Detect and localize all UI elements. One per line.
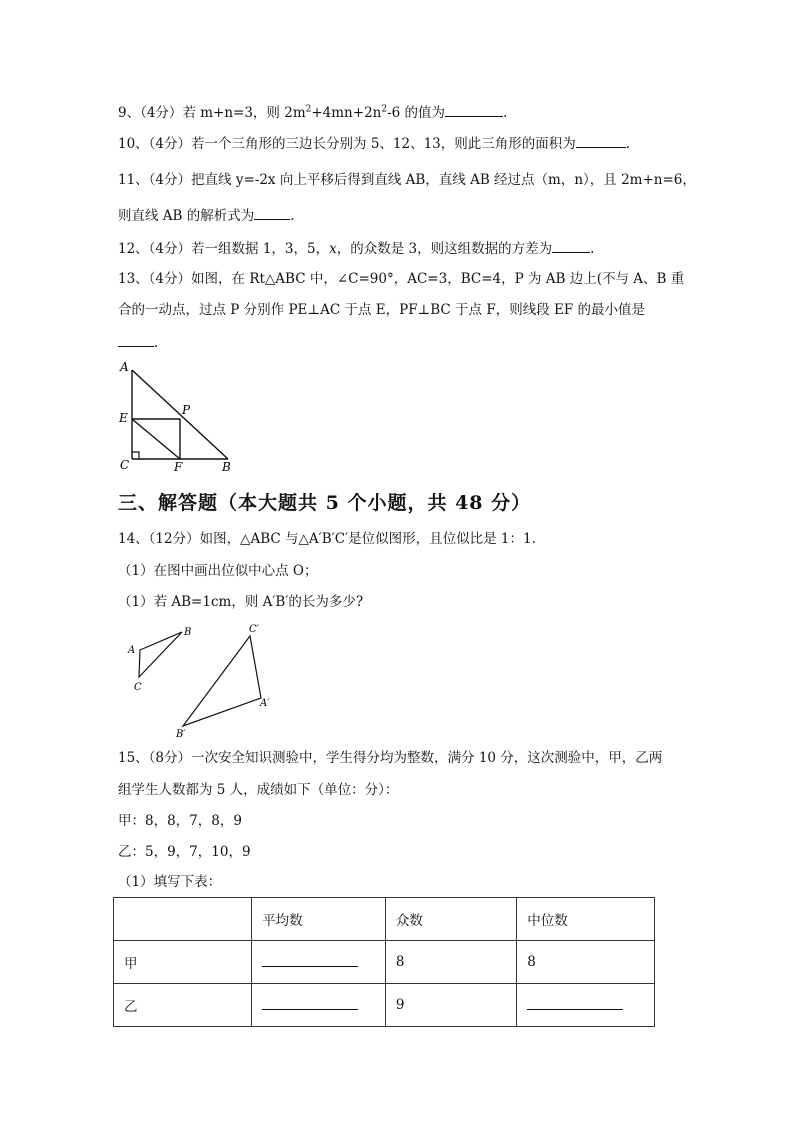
scores-yi: [118, 843, 251, 861]
row-label: 甲: [114, 941, 252, 984]
question-number: 12、（4分）: [118, 241, 192, 257]
table-cell: [252, 941, 386, 984]
question-14: [118, 530, 536, 548]
answer-blank: [445, 104, 503, 117]
right-angle-mark: [132, 452, 139, 459]
question-text: 若一个三角形的三边长分别为 5、12、13，则此三角形的面积为: [191, 136, 576, 152]
question-13-end: [118, 334, 158, 352]
question-end: .: [290, 208, 295, 224]
question-number: 10、（4分）: [118, 136, 192, 152]
question-15-sub1: [118, 873, 221, 891]
question-12: [118, 240, 594, 258]
question-number: 14、（12分）: [118, 531, 200, 547]
table-cell: 8: [517, 941, 655, 984]
table-header-cell: 平均数: [252, 898, 386, 941]
row-label: 乙: [114, 984, 252, 1027]
question-13-cont: [118, 301, 645, 319]
table-header-cell: 众数: [385, 898, 516, 941]
question-11-cont: [118, 207, 295, 225]
question-end: .: [503, 105, 508, 121]
label-p: P: [182, 403, 191, 417]
question-text: 若一组数据 1，3，5，: [191, 241, 330, 257]
question-text: 一次安全知识测验中，学生得分均为整数，满分 10 分，这次测验中，甲，乙两: [191, 750, 663, 766]
question-number: 9、（4分）: [118, 105, 183, 121]
table-row: [114, 941, 655, 984]
sub-question: （1）若 AB=1cm，则 A′B′的长为多少?: [118, 594, 364, 610]
scores-text: 乙：5，9，7，10，9: [118, 844, 251, 860]
question-14-sub2: [118, 593, 363, 611]
question-11: [118, 171, 696, 189]
label-a-prime: A′: [260, 698, 270, 709]
question-14-sub1: [118, 562, 317, 580]
question-number: 13、（4分）: [118, 271, 192, 287]
table-cell: [252, 984, 386, 1027]
question-text: -6 的值为: [387, 105, 446, 121]
table-row: [114, 984, 655, 1027]
question-text: 如图，在 Rt△ABC 中，∠C=90°，AC=3，BC=4，P 为 AB 边上(不与 A、B 重: [191, 271, 685, 287]
label-b-prime: B′: [176, 729, 186, 740]
table-cell: 8: [385, 941, 516, 984]
sub-question: （1）在图中画出位似中心点 O；: [118, 563, 318, 579]
label-a: A: [128, 645, 136, 656]
question-number: 15、（8分）: [118, 750, 192, 766]
answer-blank: [262, 997, 358, 1010]
question-10: [118, 135, 630, 153]
question-text: 把直线 y=-2x 向上平移后得到直线 AB，直线 AB 经过点（m，n），且 2m+n=6，: [191, 172, 696, 188]
question-text: 则直线 AB 的解析式为: [118, 208, 255, 224]
question-number: 11、（4分）: [118, 172, 192, 188]
table-header-row: [114, 898, 655, 941]
table-header-cell: [114, 898, 252, 941]
question-end: .: [154, 335, 159, 351]
label-c-prime: C′: [249, 624, 259, 635]
triangle-abc-prime: [183, 636, 261, 726]
question-text: 若 m+n=3，则 2m: [182, 105, 306, 121]
question-13: [118, 270, 684, 288]
superscript: 2: [381, 104, 388, 115]
triangle-abc: [139, 632, 182, 677]
label-b: B: [184, 627, 192, 638]
label-f: F: [174, 460, 183, 474]
statistics-table: [113, 897, 655, 1027]
question-9: [118, 104, 507, 122]
question-end: .: [590, 241, 595, 257]
scores-text: 甲：8，8，7，8，9: [118, 813, 242, 829]
sub-question: （1）填写下表：: [118, 874, 222, 890]
label-c: C: [120, 458, 130, 472]
answer-blank: [254, 207, 290, 220]
label-b: B: [222, 460, 231, 474]
figure-14-similar-triangles: [122, 620, 282, 742]
question-text: 如图，△ABC 与△A′B′C′是位似图形，且位似比是 1：1.: [199, 531, 536, 547]
label-a: A: [120, 360, 129, 374]
variable-x: x: [329, 241, 337, 257]
table-header-cell: 中位数: [517, 898, 655, 941]
question-15: [118, 749, 662, 767]
answer-blank: [262, 954, 358, 967]
answer-blank: [527, 997, 623, 1010]
figure-13-triangle: [114, 358, 242, 476]
label-e: E: [119, 411, 128, 425]
table-cell: [517, 984, 655, 1027]
question-15-cont: [118, 781, 398, 799]
question-text: 合的一动点，过点 P 分别作 PE⊥AC 于点 E，PF⊥BC 于点 F，则线段 EF 的最小值是: [118, 302, 646, 318]
question-text: +4mn+2n: [311, 105, 382, 121]
label-c: C: [134, 682, 142, 693]
scores-jia: [118, 812, 242, 830]
table-cell: 9: [385, 984, 516, 1027]
answer-blank: [576, 135, 626, 148]
superscript: 2: [305, 104, 312, 115]
answer-blank: [118, 334, 154, 347]
question-text: ，的众数是 3，则这组数据的方差为: [336, 241, 553, 257]
question-text: 组学生人数都为 5 人，成绩如下（单位：分）：: [118, 782, 399, 798]
section-heading: 三、解答题（本大题共 5 个小题，共 48 分）: [118, 492, 532, 514]
answer-blank: [552, 240, 590, 253]
question-end: .: [625, 136, 631, 152]
